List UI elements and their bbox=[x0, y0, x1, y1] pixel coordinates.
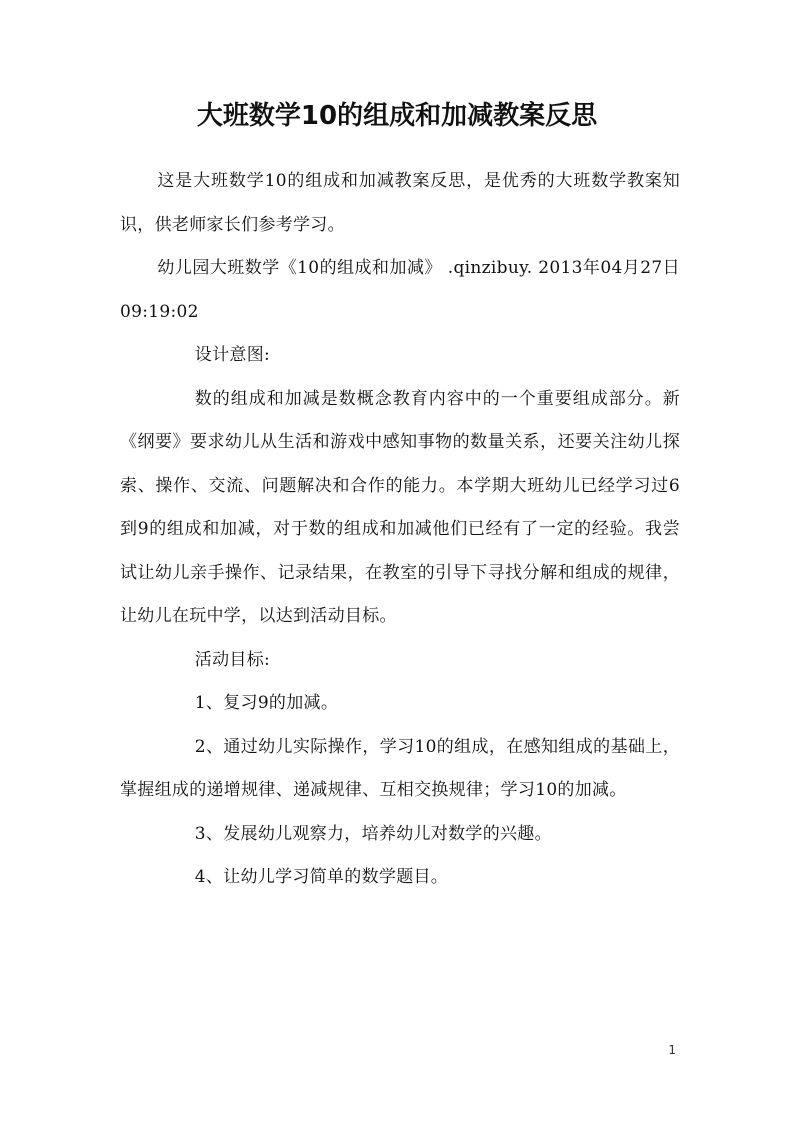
goal-item-1: 1、复习9的加减。 bbox=[194, 693, 339, 713]
source-line: 幼儿园大班数学《10的组成和加减》 .qinzibuy. 2013年04月27日 09:19:02 bbox=[120, 258, 680, 322]
goal-item-3: 3、发展幼儿观察力，培养幼儿对数学的兴趣。 bbox=[194, 823, 552, 844]
document-title: 大班数学10的组成和加减教案反思 bbox=[196, 101, 598, 131]
section-heading-activity-goals: 活动目标: bbox=[194, 649, 271, 670]
document-body bbox=[120, 160, 680, 900]
goal-item-4: 4、让幼儿学习简单的数学题目。 bbox=[194, 867, 449, 887]
intro-paragraph: 这是大班数学10的组成和加减教案反思，是优秀的大班数学教案知识，供老师家长们参考学习。 bbox=[120, 171, 680, 235]
goal-item-2: 2、通过幼儿实际操作，学习10的组成，在感知组成的基础上，掌握组成的递增规律、递减规律、互相交换规律；学习10的加减。 bbox=[120, 736, 680, 800]
design-intent-paragraph: 数的组成和加减是数概念教育内容中的一个重要组成部分。新《纲要》要求幼儿从生活和游戏中感知事物的数量关系，还要关注幼儿探索、操作、交流、问题解决和合作的能力。本学期大班幼儿已经学习过6到9的组成和加减，对于数的组成和加减他们已经有了一定的经验。我尝试让幼儿亲手操作、记录结果，在教室的引导下寻找分解和组成的规律，让幼儿在玩中学，以达到活动目标。 bbox=[120, 388, 680, 626]
page-number: 1 bbox=[668, 1043, 676, 1057]
section-heading-design-intent: 设计意图: bbox=[194, 345, 271, 365]
